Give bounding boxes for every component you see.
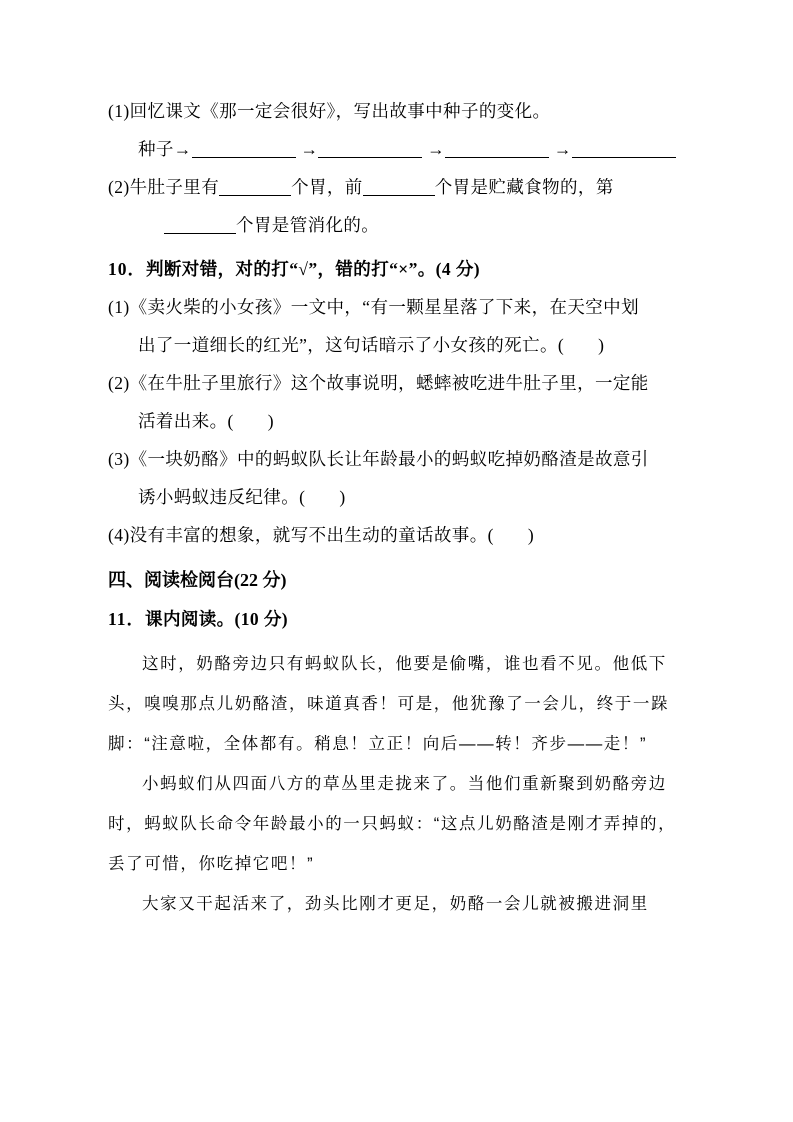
question-9-item-2-line-1 [108,168,685,206]
question-10-item-3-text-1: (3)《一块奶酪》中的蚂蚁队长让年龄最小的蚂蚁吃掉奶酪渣是故意引 [108,449,649,469]
question-10-item-1-line-1 [108,288,685,326]
question-9-item-1-answer-row [108,130,685,168]
arrow-2: → [427,139,446,159]
question-10-item-4-text-1: (4)没有丰富的想象，就写不出生动的童话故事。( [108,525,494,545]
reading-paragraph-2-text: 小蚂蚁们从四面八方的草丛里走拢来了。当他们重新聚到奶酪旁边时，蚂蚁队长命令年龄最小的一只蚂蚁：“这点儿奶酪渣是刚才弄掉的，丢了可惜，你吃掉它吧！” [108,775,677,873]
question-10-item-3-text-2: 诱小蚂蚁违反纪律。( [138,487,306,507]
question-10-item-2-end: ) [267,411,274,431]
question-10-item-1-text-1: (1)《卖火柴的小女孩》一文中，“有一颗星星落了下来，在天空中划 [108,297,639,317]
question-10-item-3-end: ) [339,487,346,507]
question-10-item-1-text-2: 出了一道细长的红光”，这句话暗示了小女孩的死亡。( [138,335,565,355]
question-11-number: 11． [108,609,146,629]
reading-paragraph-3-text: 大家又干起活来了，劲头比刚才更足，奶酪一会儿就被搬进洞里 [142,895,649,913]
question-10-item-2-line-2 [108,402,685,440]
question-11-heading [108,600,685,638]
answer-blank-7[interactable] [164,233,236,234]
question-10-item-4-line-1 [108,516,685,554]
reading-paragraph-2 [108,764,685,884]
answer-blank-4[interactable] [572,157,676,158]
question-10-item-1-end: ) [598,335,605,355]
section-4-title: 四、阅读检阅台(22 分) [108,570,287,590]
question-9-item-2-part-3: 个胃是贮藏食物的，第 [434,177,614,197]
question-10-number: 10． [108,259,146,279]
question-9-item-1-text: (1)回忆课文《那一定会很好》，写出故事中种子的变化。 [108,101,551,121]
question-10-item-1-line-2 [108,326,685,364]
answer-blank-5[interactable] [219,195,291,196]
question-10-item-3-line-2 [108,478,685,516]
question-10-item-4-end: ) [527,525,535,545]
answer-blank-1[interactable] [192,157,296,158]
reading-paragraph-1-text: 这时，奶酪旁边只有蚂蚁队长，他要是偷嘴，谁也看不见。他低下头，嗅嗅那点儿奶酪渣，味道真香！可是，他犹豫了一会儿，终于一跺脚：“注意啦，全体都有。稍息！立正！向后——转！齐步——走！” [108,655,670,753]
question-9-item-2-part-4: 个胃是管消化的。 [236,215,380,235]
answer-blank-2[interactable] [318,157,422,158]
question-10-item-2-text-2: 活着出来。( [138,411,234,431]
question-9-item-2-part-1: (2)牛肚子里有 [108,177,220,197]
arrow-3: → [553,139,572,159]
reading-paragraph-3 [108,884,685,924]
question-11-title: 课内阅读。(10 分) [145,609,288,629]
arrow-1: → [300,139,319,159]
reading-paragraph-1 [108,644,685,764]
question-9-item-1 [108,92,685,130]
question-10-title: 判断对错，对的打“√”，错的打“×”。(4 分) [146,259,480,279]
section-4-heading [108,560,685,600]
question-9-item-2-part-2: 个胃，前 [291,177,363,197]
seed-label: 种子→ [138,139,192,159]
question-10-item-2-line-1 [108,364,685,402]
answer-blank-6[interactable] [363,195,435,196]
answer-blank-3[interactable] [445,157,549,158]
question-10-item-3-line-1 [108,440,685,478]
question-10-item-2-text-1: (2)《在牛肚子里旅行》这个故事说明，蟋蟀被吃进牛肚子里，一定能 [108,373,649,393]
question-9-item-2-line-2 [108,206,685,244]
question-10-heading [108,250,685,288]
